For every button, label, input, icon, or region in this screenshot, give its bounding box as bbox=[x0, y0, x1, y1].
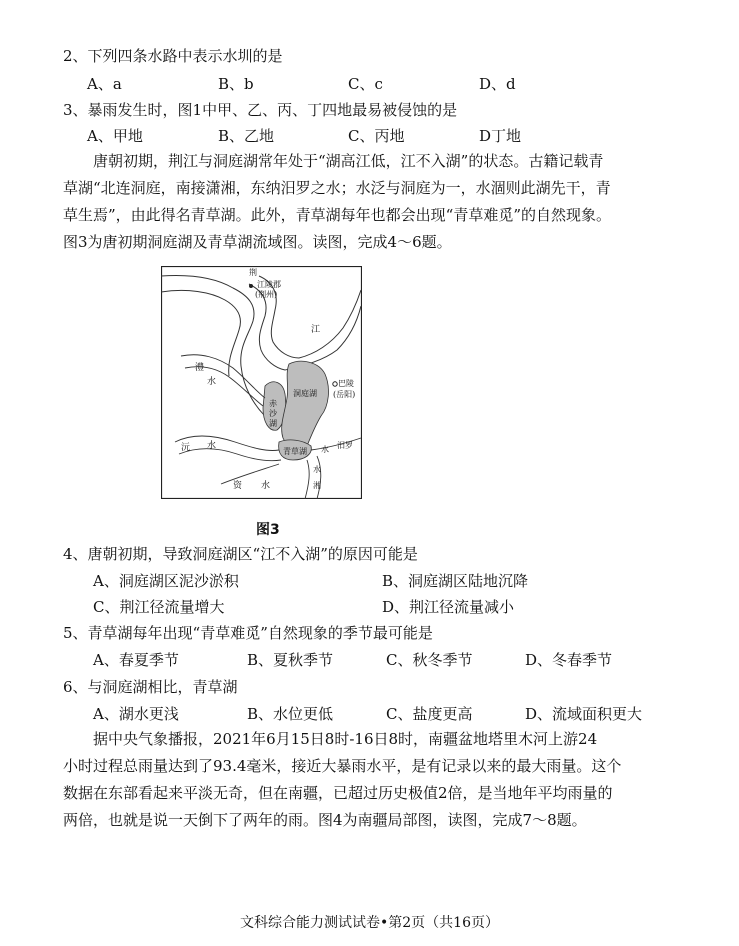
q3-option-a: A、甲地 bbox=[87, 127, 143, 145]
passage-nanjiang-rain bbox=[63, 726, 693, 834]
label-baling: 巴陵 bbox=[338, 379, 354, 388]
label-xiang: 湘 bbox=[313, 481, 321, 490]
label-jingzhou: (荆州) bbox=[255, 290, 278, 299]
passage-line: 据中央气象播报，2021年6月15日8时-16日8时，南疆盆地塔里木河上游24 bbox=[93, 730, 598, 748]
question-4-stem: 4、唐朝初期，导致洞庭湖区“江不入湖”的原因可能是 bbox=[63, 545, 418, 563]
q6-option-c: C、盐度更高 bbox=[386, 705, 473, 723]
q4-option-b: B、洞庭湖区陆地沉降 bbox=[382, 572, 529, 590]
label-jing: 荆 bbox=[249, 268, 257, 277]
q6-option-a: A、湖水更浅 bbox=[93, 705, 179, 723]
passage-line: 图3为唐初期洞庭湖及青草湖流域图。读图，完成4～6题。 bbox=[63, 233, 452, 251]
label-yuan: 沅 bbox=[181, 443, 191, 453]
label-dongting: 洞庭湖 bbox=[293, 389, 317, 398]
q5-option-a: A、春夏季节 bbox=[93, 651, 179, 669]
passage-dongting bbox=[63, 148, 693, 256]
q2-option-b: B、b bbox=[218, 75, 254, 93]
q2-option-d: D、d bbox=[479, 75, 516, 93]
q5-option-d: D、冬春季节 bbox=[525, 651, 613, 669]
q3-option-c: C、丙地 bbox=[348, 127, 405, 145]
label-miluo-shui: 水 bbox=[321, 445, 329, 454]
label-li-shui: 水 bbox=[207, 377, 217, 387]
question-6-stem: 6、与洞庭湖相比，青草湖 bbox=[63, 678, 238, 696]
q2-option-a: A、a bbox=[87, 75, 122, 93]
label-miluo: 汨罗 bbox=[337, 441, 353, 450]
passage-line: 两倍，也就是说一天倒下了两年的雨。图4为南疆局部图，读图，完成7～8题。 bbox=[63, 811, 587, 829]
question-2-stem: 2、下列四条水路中表示水圳的是 bbox=[63, 47, 283, 65]
figure-caption: 图3 bbox=[256, 522, 280, 538]
q5-option-c: C、秋冬季节 bbox=[386, 651, 473, 669]
q4-option-a: A、洞庭湖区泥沙淤积 bbox=[93, 572, 239, 590]
label-jiangling: 江陵郡 bbox=[257, 280, 281, 289]
map-frame bbox=[162, 267, 362, 499]
q5-option-b: B、夏秋季节 bbox=[247, 651, 334, 669]
jiangling-city-marker bbox=[249, 284, 253, 288]
label-li: 澧 bbox=[195, 363, 205, 373]
passage-line: 草生焉”，由此得名青草湖。此外，青草湖每年也都会出现“青草难觅”的自然现象。 bbox=[63, 206, 612, 224]
label-jiang: 江 bbox=[311, 325, 321, 335]
q3-option-b: B、乙地 bbox=[218, 127, 275, 145]
label-sha: 沙 bbox=[269, 409, 277, 418]
question-3-stem: 3、暴雨发生时，图1中甲、乙、丙、丁四地最易被侵蚀的是 bbox=[63, 101, 458, 119]
label-yuan-shui: 水 bbox=[207, 441, 217, 451]
q3-option-d: D丁地 bbox=[479, 127, 522, 145]
label-zi-shui: 水 bbox=[261, 481, 271, 491]
q4-option-d: D、荆江径流量减小 bbox=[382, 598, 515, 616]
label-xiang-shui: 水 bbox=[313, 465, 321, 474]
label-chi: 赤 bbox=[269, 399, 277, 408]
baling-city-marker bbox=[333, 382, 337, 386]
label-yueyang: (岳阳) bbox=[333, 390, 356, 399]
q6-option-d: D、流域面积更大 bbox=[525, 705, 643, 723]
page-footer: 文科综合能力测试试卷•第2页（共16页） bbox=[240, 915, 499, 931]
q4-option-c: C、荆江径流量增大 bbox=[93, 598, 225, 616]
q2-option-c: C、c bbox=[348, 75, 383, 93]
passage-line: 草湖“北连洞庭，南接潇湘，东纳汨罗之水；水泛与洞庭为一，水涸则此湖先干，青 bbox=[63, 179, 611, 197]
passage-line: 小时过程总雨量达到了93.4毫米，接近大暴雨水平，是有记录以来的最大雨量。这个 bbox=[63, 757, 622, 775]
label-zi: 资 bbox=[233, 481, 243, 491]
q6-option-b: B、水位更低 bbox=[247, 705, 334, 723]
label-chisha-hu: 湖 bbox=[269, 419, 277, 428]
dongting-map-figure bbox=[161, 266, 362, 499]
question-5-stem: 5、青草湖每年出现“青草难觅”自然现象的季节最可能是 bbox=[63, 624, 433, 642]
label-qingcao: 青草湖 bbox=[283, 447, 307, 456]
passage-line: 数据在东部看起来平淡无奇，但在南疆，已超过历史极值2倍，是当地年平均雨量的 bbox=[63, 784, 613, 802]
passage-line: 唐朝初期，荆江与洞庭湖常年处于“湖高江低，江不入湖”的状态。古籍记载青 bbox=[93, 152, 604, 170]
